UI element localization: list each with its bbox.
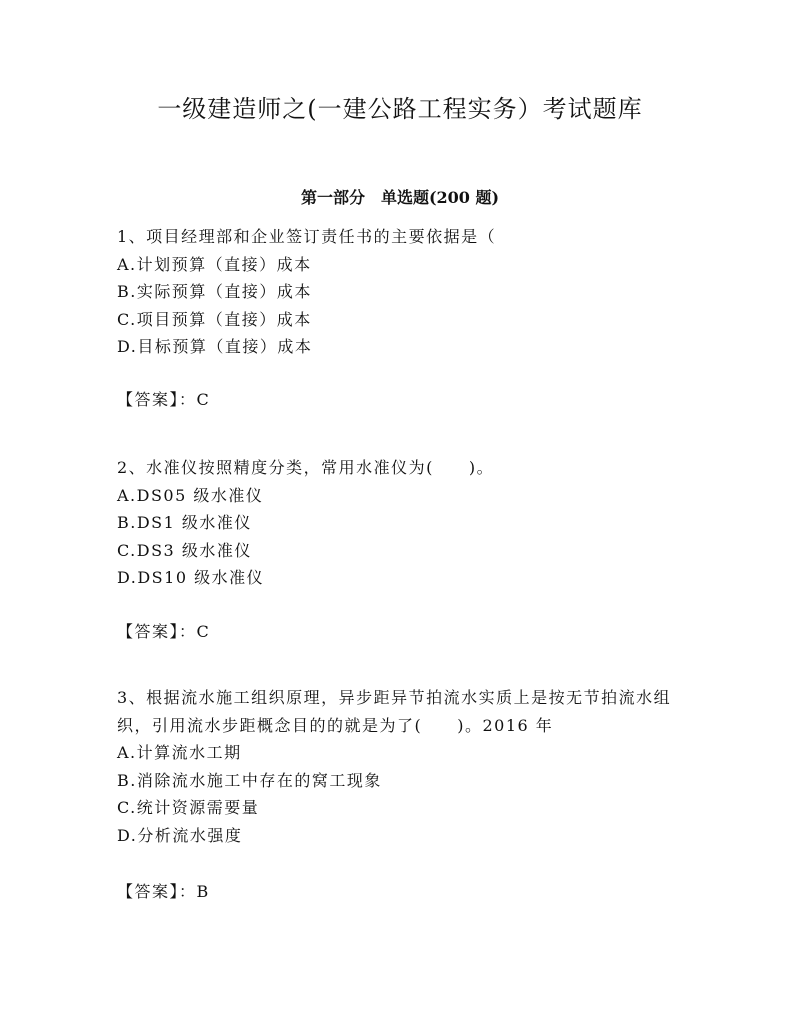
option-b: B.消除流水施工中存在的窝工现象 bbox=[117, 770, 382, 790]
option-c: C.DS3 级水准仪 bbox=[117, 540, 252, 560]
option-c: C.统计资源需要量 bbox=[117, 798, 260, 817]
option-d: D.DS10 级水准仪 bbox=[117, 568, 265, 587]
answer-2: 【答案】：C bbox=[117, 622, 211, 641]
answer-1: 【答案】：C bbox=[117, 390, 211, 409]
question-3 bbox=[117, 684, 687, 849]
question-stem: 2、水准仪按照精度分类，常用水准仪为( )。 bbox=[117, 458, 495, 477]
option-d: D.目标预算（直接）成本 bbox=[117, 337, 313, 356]
document-title: 一级建造师之(一建公路工程实务）考试题库 bbox=[157, 95, 643, 123]
option-a: A.计划预算（直接）成本 bbox=[117, 254, 312, 274]
option-c: C.项目预算（直接）成本 bbox=[117, 309, 312, 329]
option-a: A.DS05 级水准仪 bbox=[117, 485, 264, 505]
option-b: B.DS1 级水准仪 bbox=[117, 513, 252, 532]
section-heading: 第一部分 单选题(200 题) bbox=[300, 188, 500, 207]
option-a: A.计算流水工期 bbox=[117, 743, 242, 762]
option-b: B.实际预算（直接）成本 bbox=[117, 282, 312, 301]
question-stem: 3、根据流水施工组织原理，异步距异节拍流水实质上是按无节拍流水组织，引用流水步距概念目的的就是为了( )。2016 年 bbox=[117, 688, 672, 735]
answer-3: 【答案】：B bbox=[117, 882, 210, 901]
question-2 bbox=[117, 454, 687, 592]
question-1 bbox=[117, 223, 687, 361]
question-stem: 1、项目经理部和企业签订责任书的主要依据是（ bbox=[117, 227, 497, 246]
option-d: D.分析流水强度 bbox=[117, 825, 243, 845]
